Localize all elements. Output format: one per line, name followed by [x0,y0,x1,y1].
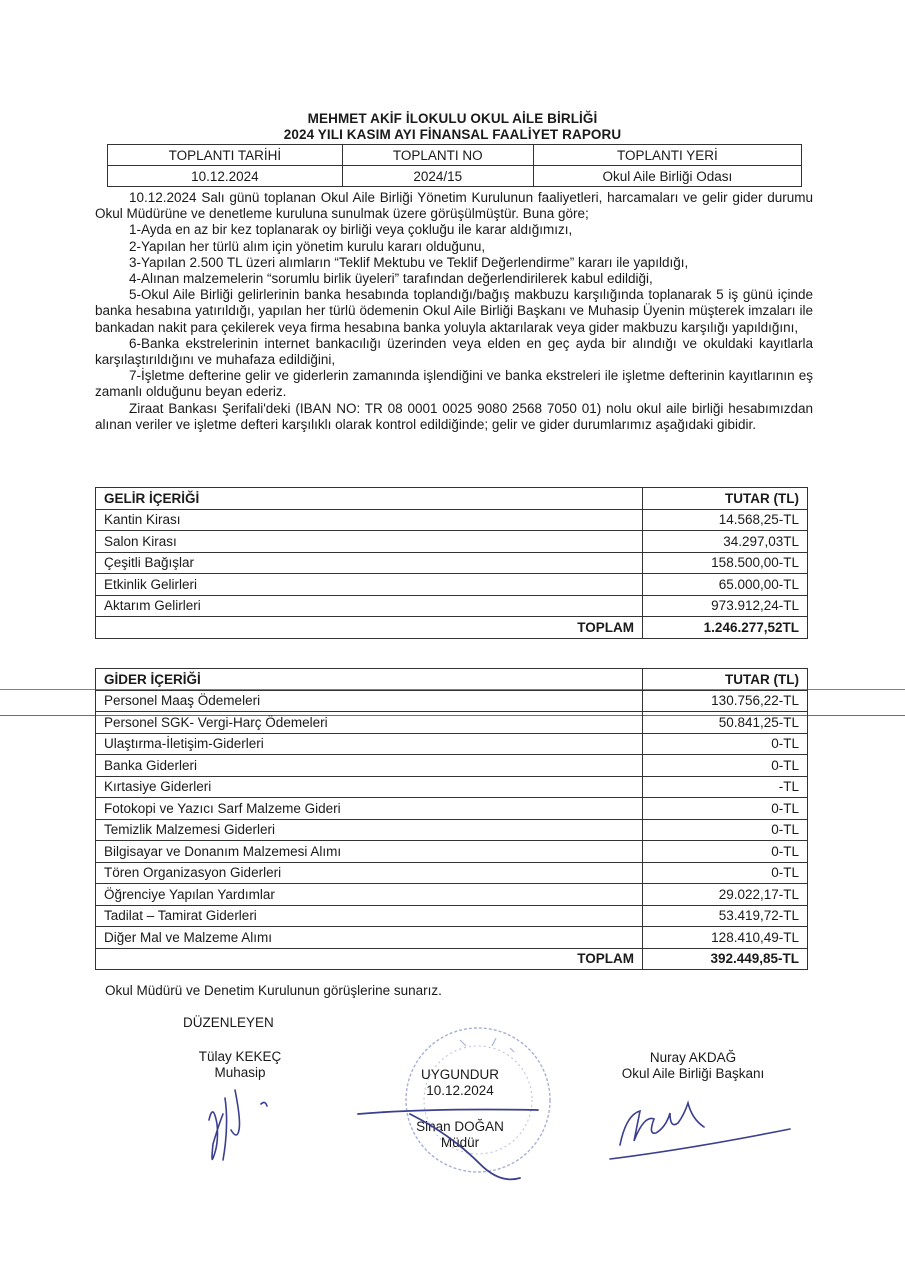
income-row-amount: 65.000,00-TL [643,574,808,596]
expense-row-amount: 128.410,49-TL [643,927,808,949]
meeting-no-label: TOPLANTI NO [342,145,533,166]
approval-date: 10.12.2024 [426,1083,494,1098]
president-signature-icon [600,1085,800,1165]
income-header-amount: TUTAR (TL) [643,488,808,510]
income-row-label: Aktarım Gelirleri [96,595,643,617]
expense-row-label: Ulaştırma-İletişim-Giderleri [96,733,643,755]
income-header-label: GELİR İÇERİĞİ [96,488,643,510]
expense-row-label: Temizlik Malzemesi Giderleri [96,819,643,841]
meeting-date-label: TOPLANTI TARİHİ [108,145,343,166]
meeting-no: 2024/15 [342,166,533,187]
expense-row-amount: 29.022,17-TL [643,884,808,906]
treasurer-title: Muhasip [214,1065,266,1080]
expense-row-amount: 0-TL [643,819,808,841]
table-row [96,798,808,820]
table-row [96,690,808,712]
income-row-label: Salon Kirası [96,531,643,553]
document-title: MEHMET AKİF İLOKULU OKUL AİLE BİRLİĞİ [307,111,598,126]
item-4: 4-Alınan malzemelerin “sorumlu birlik üyeleri” tarafından değerlendirilerek kabul edildiği, [129,271,653,287]
approval-status: UYGUNDUR [420,1067,499,1082]
expense-row-label: Personel Maaş Ödemeleri [96,690,643,712]
expense-row-amount: 0-TL [643,841,808,863]
expense-row-label: Diğer Mal ve Malzeme Alımı [96,927,643,949]
income-row-amount: 14.568,25-TL [643,509,808,531]
expense-row-label: Tören Organizasyon Giderleri [96,862,643,884]
expense-row-amount: 130.756,22-TL [643,690,808,712]
report-body [95,190,813,433]
treasurer-signature-block [160,1049,320,1081]
expense-row-label: Banka Giderleri [96,755,643,777]
principal-name: Sinan DOĞAN [416,1119,504,1134]
president-name: Nuray AKDAĞ [649,1050,737,1065]
table-row [96,712,808,734]
income-total-amount: 1.246.277,52TL [643,617,808,639]
document-subtitle: 2024 YILI KASIM AYI FİNANSAL FAALİYET RAPORU [283,127,622,142]
meeting-place: Okul Aile Birliği Odası [533,166,801,187]
income-total-label: TOPLAM [96,617,643,639]
expense-row-label: Öğrenciye Yapılan Yardımlar [96,884,643,906]
president-signature-block [598,1050,788,1082]
principal-title: Müdür [440,1135,480,1150]
table-row [96,552,808,574]
expense-row-label: Personel SGK- Vergi-Harç Ödemeleri [96,712,643,734]
expense-row-amount: 0-TL [643,798,808,820]
meeting-info-table [107,144,802,187]
treasurer-name: Tülay KEKEÇ [198,1049,282,1064]
treasurer-signature-icon [195,1080,285,1180]
expense-table [95,668,808,970]
table-row [96,595,808,617]
expense-row-amount: 0-TL [643,862,808,884]
item-5: 5-Okul Aile Birliği gelirlerinin banka hesabında toplandığı/bağış makbuzu karşılığında toplanarak 5 iş günü içinde banka hesabına yatırıldığı, yapılan her türlü ödemenin Okul Aile Birliği Başkanı ve Muhasip Üyenin müşterek imzaları ile bankadan nakit para çekilerek veya firma hesabına banka yoluyla aktarılarak veya gider makbuzu karşılığı yapıldığını, [95,287,813,335]
table-row [96,841,808,863]
table-row [96,862,808,884]
expense-row-label: Bilgisayar ve Donanım Malzemesi Alımı [96,841,643,863]
bank-paragraph: Ziraat Bankası Şerifali'deki (IBAN NO: TR 08 0001 0025 9080 2568 7050 01) nolu okul aile birliği hesabımızdan alınan veriler ve işletme defteri karşılıklı olarak kontrol edildiğinde; gelir ve gider durumlarımız aşağıdaki gibidir. [95,400,813,432]
income-row-label: Çeşitli Bağışlar [96,552,643,574]
expense-row-label: Fotokopi ve Yazıcı Sarf Malzeme Gideri [96,798,643,820]
expense-row-label: Kırtasiye Giderleri [96,776,643,798]
item-1: 1-Ayda en az bir kez toplanarak oy birliği veya çokluğu ile karar aldığımızı, [129,222,573,238]
table-row [96,755,808,777]
table-row [96,819,808,841]
table-row [96,574,808,596]
expense-row-amount: 53.419,72-TL [643,905,808,927]
expense-header-label: GİDER İÇERİĞİ [96,669,643,691]
expense-row-label: Tadilat – Tamirat Giderleri [96,905,643,927]
table-row [96,531,808,553]
income-table [95,487,808,639]
table-row [96,884,808,906]
income-row-amount: 973.912,24-TL [643,595,808,617]
item-7: 7-İşletme defterine gelir ve giderlerin zamanında işlendiğini ve banka ekstreleri ile işletme defterinin kayıtlarının eş zamanlı olduğunu beyan ederiz. [95,368,813,400]
item-2: 2-Yapılan her türlü alım için yönetim kurulu kararı olduğunu, [129,238,486,254]
item-6: 6-Banka ekstrelerinin internet bankacılığı üzerinden veya elden en geç ayda bir alındığı ve okuldaki kayıtlarla karşılaştırıldığını ve muhafaza edildiğini, [95,335,813,368]
expense-row-amount: 0-TL [643,733,808,755]
meeting-place-label: TOPLANTI YERİ [533,145,801,166]
table-row [96,733,808,755]
income-row-label: Etkinlik Gelirleri [96,574,643,596]
income-row-amount: 158.500,00-TL [643,552,808,574]
expense-total-label: TOPLAM [96,948,643,970]
expense-header-amount: TUTAR (TL) [643,669,808,691]
table-row [96,509,808,531]
expense-row-amount: 0-TL [643,755,808,777]
president-title: Okul Aile Birliği Başkanı [621,1066,765,1081]
principal-signature-icon [350,1080,550,1190]
expense-row-amount: -TL [643,776,808,798]
income-row-amount: 34.297,03TL [643,531,808,553]
intro-paragraph: 10.12.2024 Salı günü toplanan Okul Aile Birliği Yönetim Kurulunun faaliyetleri, harcamaları ve gelir gider durumu Okul Müdürüne ve denetleme kuruluna sunulmak üzere görüşülmüştür. Buna göre; [95,190,813,222]
prepared-by-label: DÜZENLEYEN [183,1015,274,1030]
meeting-date: 10.12.2024 [108,166,343,187]
expense-total-amount: 392.449,85-TL [643,948,808,970]
income-row-label: Kantin Kirası [96,509,643,531]
item-3: 3-Yapılan 2.500 TL üzeri alımların “Teklif Mektubu ve Teklif Değerlendirme” kararı ile yapıldığı, [129,254,689,270]
expense-row-amount: 50.841,25-TL [643,712,808,734]
closing-sentence: Okul Müdürü ve Denetim Kurulunun görüşlerine sunarız. [105,983,442,998]
table-row [96,905,808,927]
table-row [96,927,808,949]
table-row [96,776,808,798]
